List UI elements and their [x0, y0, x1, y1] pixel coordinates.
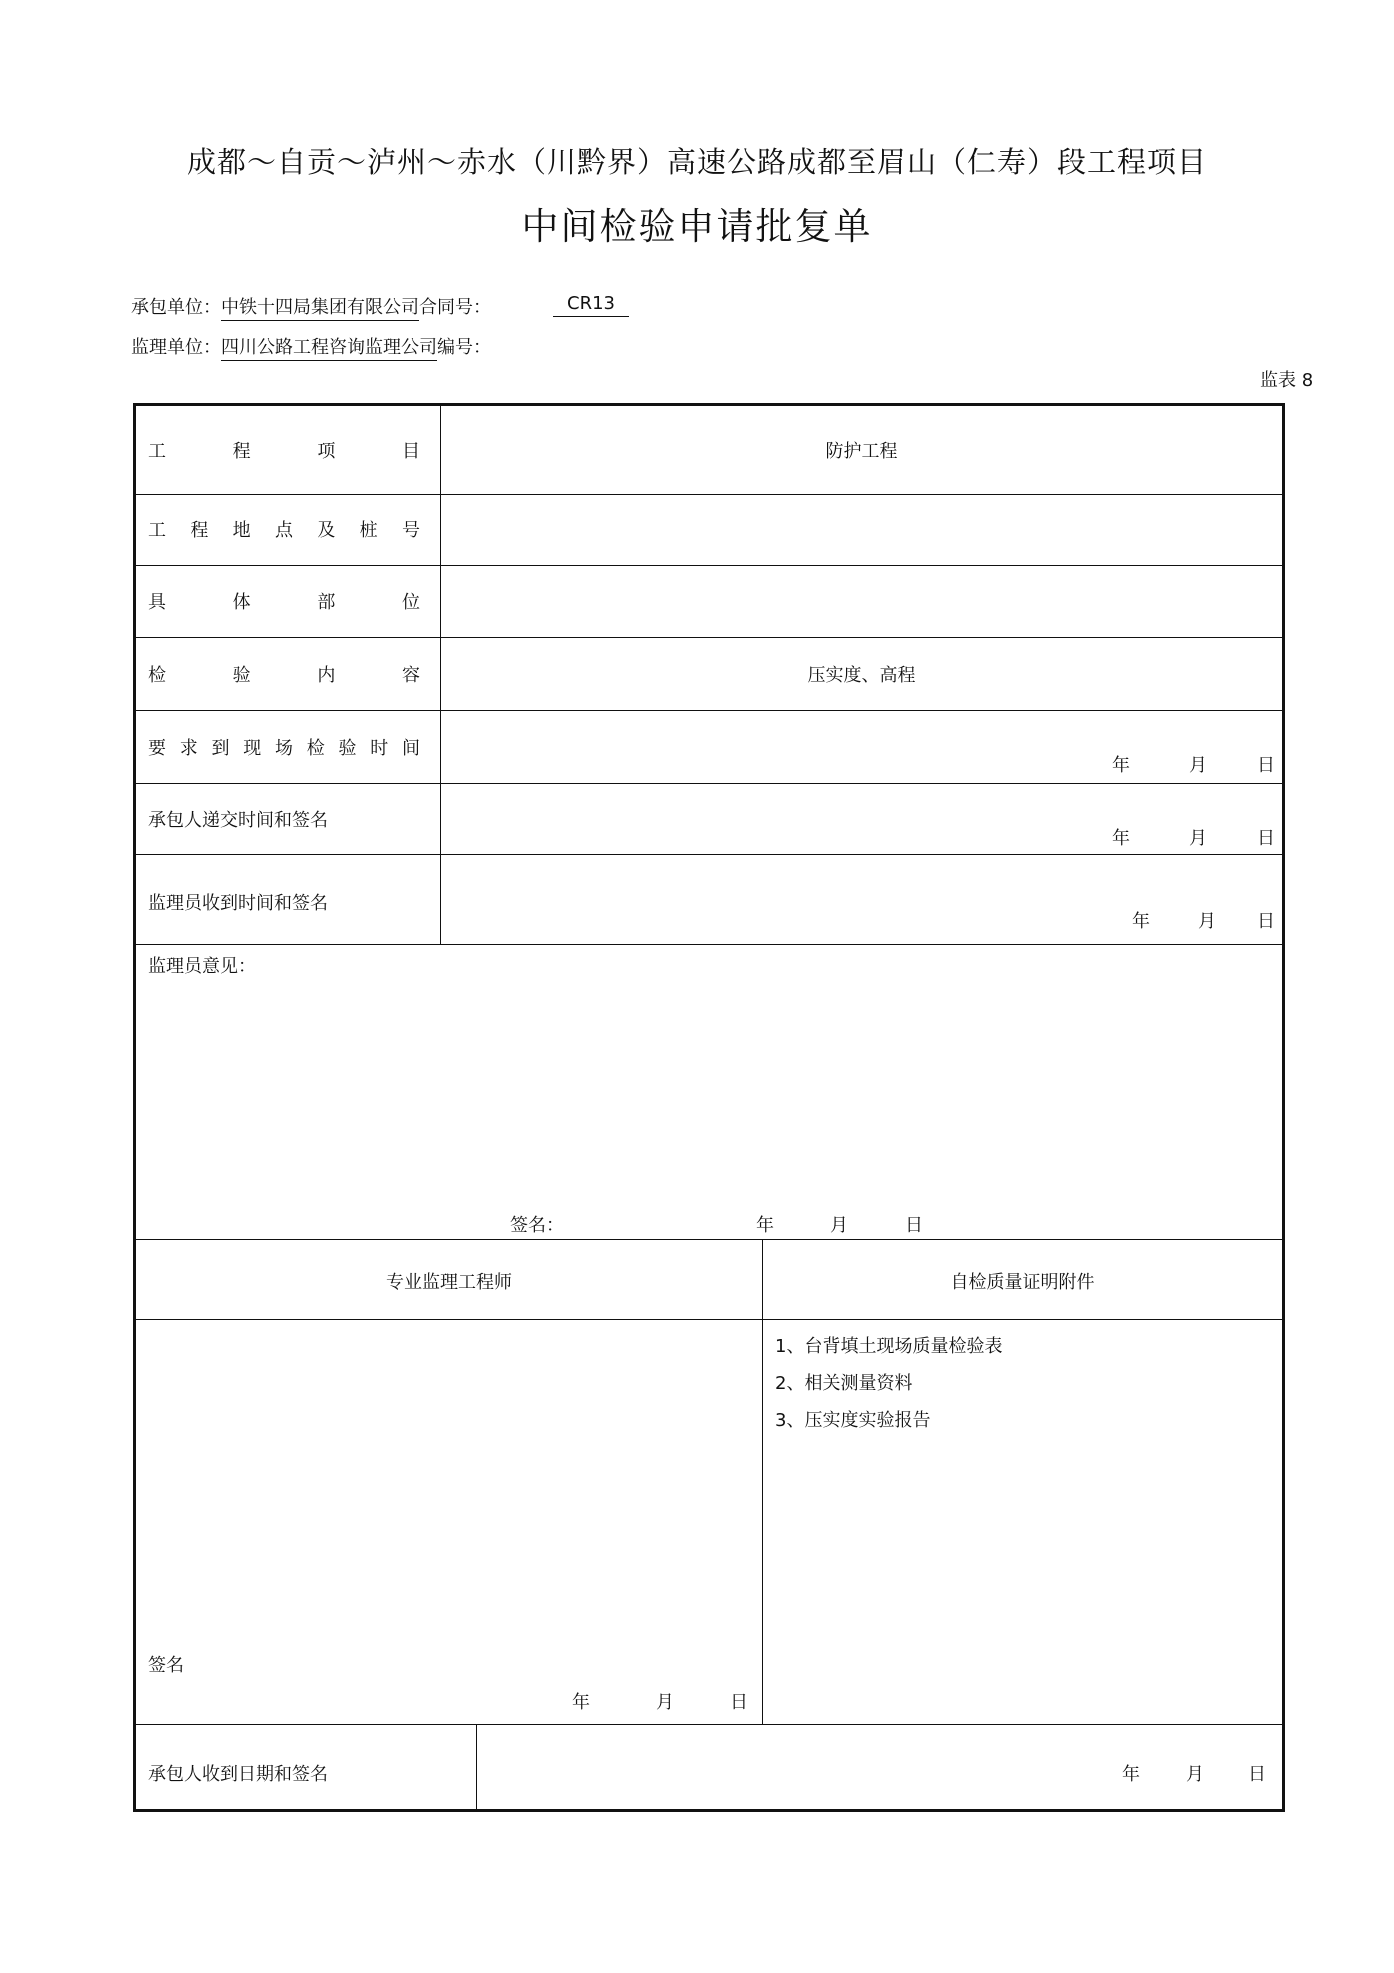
engineer-year: 年 [572, 1692, 590, 1713]
supervisor-label: 监理单位： [131, 337, 221, 358]
submit-month: 月 [1189, 828, 1207, 849]
final-year: 年 [1122, 1764, 1140, 1785]
time-month: 月 [1189, 755, 1207, 776]
final-day: 日 [1248, 1764, 1266, 1785]
form-title: 中间检验申请批复单 [521, 205, 873, 248]
engineer-sign-label: 签名 [148, 1655, 184, 1676]
final-month: 月 [1186, 1764, 1204, 1785]
part-label: 具 体 部 位 [148, 592, 420, 613]
content-value: 压实度、高程 [807, 665, 916, 686]
final-label: 承包人收到日期和签名 [148, 1764, 328, 1785]
opinion-year: 年 [756, 1215, 774, 1236]
attachment-item: 1、台背填土现场质量检验表 [775, 1336, 1003, 1357]
opinion-label: 监理员意见： [148, 956, 256, 977]
inspection-form [133, 403, 1285, 1812]
opinion-day: 日 [905, 1215, 923, 1236]
engineer-day: 日 [730, 1692, 748, 1713]
receive-label: 监理员收到时间和签名 [148, 893, 328, 914]
contractor-label: 承包单位： [131, 297, 221, 318]
submit-year: 年 [1112, 828, 1130, 849]
receive-month: 月 [1198, 911, 1216, 932]
contract-no-value: CR13 [553, 293, 629, 317]
engineer-header: 专业监理工程师 [386, 1272, 512, 1293]
location-label: 工 程 地 点 及 桩 号 [148, 520, 420, 541]
supervisor-value: 四川公路工程咨询监理公司 [221, 337, 437, 361]
time-year: 年 [1112, 755, 1130, 776]
contract-no-label: 合同号： [419, 297, 491, 318]
submit-label: 承包人递交时间和签名 [148, 810, 328, 831]
engineer-month: 月 [656, 1692, 674, 1713]
attachments-header: 自检质量证明附件 [950, 1272, 1095, 1293]
receive-year: 年 [1132, 911, 1150, 932]
serial-label: 编号： [437, 337, 491, 358]
attachment-item: 2、相关测量资料 [775, 1373, 913, 1394]
content-label: 检 验 内 容 [148, 665, 420, 686]
time-label: 要 求 到 现 场 检 验 时 间 [148, 738, 420, 759]
attachment-item: 3、压实度实验报告 [775, 1410, 931, 1431]
opinion-month: 月 [830, 1215, 848, 1236]
project-label: 工 程 项 目 [148, 441, 420, 462]
time-day: 日 [1257, 755, 1275, 776]
project-value: 防护工程 [825, 441, 898, 462]
contractor-value: 中铁十四局集团有限公司 [221, 297, 419, 321]
submit-day: 日 [1257, 828, 1275, 849]
supervisor-line [131, 333, 491, 359]
form-code: 监表 8 [1260, 370, 1314, 391]
receive-day: 日 [1257, 911, 1275, 932]
contractor-line [131, 293, 491, 319]
project-title: 成都～自贡～泸州～赤水（川黔界）高速公路成都至眉山（仁寿）段工程项目 [186, 145, 1207, 179]
opinion-sign-label: 签名： [510, 1215, 564, 1236]
